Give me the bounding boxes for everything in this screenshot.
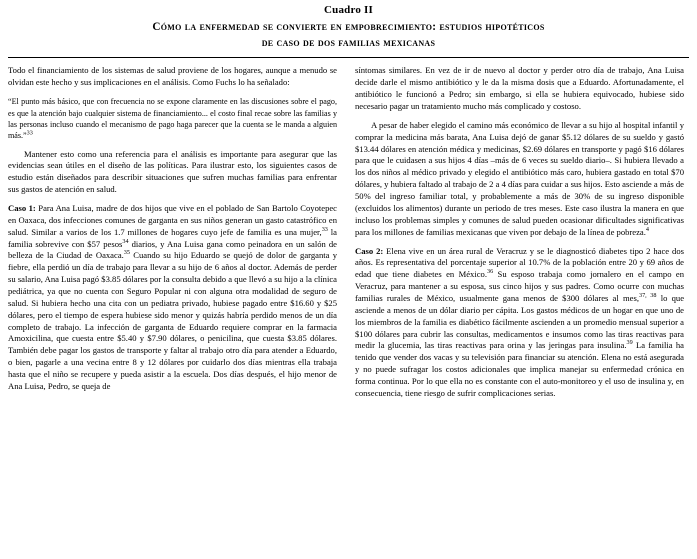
- case-2-paragraph: [355, 246, 684, 400]
- case-2-text-d: La familia ha tenido que vender dos vacas y su televisión para financiar su atención. Elena no está asegurada y no puede sufragar los costos adicionales que implica manejar su enfermedad crónica en forma continua. Por lo que ella no es constante con el auto-monitoreo y el uso de insulina y, en consecuencia, tiene riesgo de sufrir complicaciones serias.: [355, 340, 684, 398]
- case-2-label: Caso 2:: [355, 245, 384, 256]
- case-1-text-a: Para Ana Luisa, madre de dos hijos que vive en el poblado de San Bartolo Coyotepec en Oaxaca, dos infecciones comunes de garganta en sus niños generan un gasto catastrófico en salud. Similar a varios de los 1.7 millones de hogares cuyo jefe de familia es una mujer,: [8, 202, 337, 237]
- left-column: [8, 65, 337, 399]
- case-2-text-a: Elena vive en un área rural de Veracruz y se le diagnosticó diabetes tipo 2 hace dos años. Es representativa del porcentaje superior al 10.7% de la población entre 20 y 69 años de edad que tiene diabetes en México.: [355, 245, 684, 280]
- fuchs-quote-text: “El punto más básico, que con frecuencia no se expone claramente en las discusiones sobre el pago, es que la atención bajo cualquier sistema de financiamiento... el costo final recae sobre las familias y las personas incluso cuando el mecanismo de pago haga parecer que la cuenta se le manda a alguien más.”: [8, 97, 337, 141]
- footnote-marker: 34: [122, 237, 129, 245]
- case-1-text-b: la familia sobrevive con $57 pesos: [8, 226, 337, 249]
- footnote-marker: 4: [645, 225, 649, 233]
- box-title-line-2: de caso de dos familias mexicanas: [261, 37, 436, 50]
- case-1-paragraph: [8, 203, 337, 393]
- footnote-marker: 36: [486, 268, 494, 276]
- footnote-marker: 37, 38: [638, 292, 657, 300]
- case-1-label: Caso 1:: [8, 202, 36, 213]
- case-1-text-d: Cuando su hijo Eduardo se quejó de dolor de garganta y fiebre, ella perdió un día de trabajo para llevar a su hijo de 6 años al doctor. Además de perder su salario, Ana Luisa pagó $3.85 dólares por la consulta debido a que llevó a su hijo a la clínica pediátrica, ya que no cuenta con Seguro Popular ni con alguna otra modalidad de seguro de salud. Si hubiera hecho una cita con un pediatra privado, hubiese pagado entre $16.60 y $25 dólares, pero el tiempo de espera hubiese sido menor y quizás habría perdido menos de un día completo de trabajo. La infección de garganta de Eduardo requiere comprar en la farmacia Amoxicilina, que cuesta entre $5.40 y $7.90 dólares, o penicilina, que cuesta $3.85 dólares. También debe pagar los gastos de transporte y faltar al trabajo otro día para atender a Eduardo, o bien, pagarle a una vecina entre 8 y 12 dólares por cuidarlo dos días mientras ella trabaja hasta que el niño se recupere y pueda asistir a la escuela. Dos días después, el hijo menor de Ana Luisa, Pedro, se queja de: [8, 250, 337, 391]
- right-paragraph-1: síntomas similares. En vez de ir de nuevo al doctor y perder otro día de trabajo, Ana Luisa decide darle el mismo antibiótico y le da la misma dosis que a Eduardo. Afortunadamente, el antibiótico le funcionó a Pedro; sin embargo, si ella se hubiera equivocado, hubiese sido necesario pagar un tratamiento mucho más complicado y costoso.: [355, 65, 684, 112]
- footnote-marker: 33: [26, 129, 33, 137]
- footnote-marker: 35: [123, 249, 130, 257]
- horizontal-rule: [8, 57, 689, 58]
- right-paragraph-2: [355, 120, 684, 239]
- box-title-line-1: Cómo la enfermedad se convierte en empobrecimiento: estudios hipotéticos: [152, 21, 545, 33]
- case-2-text-b: Su esposo trabaja como jornalero en el campo en Veracruz, para mantener a su esposa, sus cinco hijos y sus padres. Como ocurre con muchas familias rurales de México, usualmente gana menos de $300 dólares al mes,: [355, 269, 684, 303]
- right-paragraph-2-text: A pesar de haber elegido el camino más económico de llevar a su hijo al hospital infantil y comprar la medicina más barata, Ana Luisa dejó de ganar $5.12 dólares de su sueldo y gastó $13.44 dólares en atención médica y medicinas, $2.69 dólares en transporte y pagó $16 dólares para que le cuidasen a sus hijos 4 días –más de 6 veces su sueldo diario–. Si hubiera llevado a los dos niños al médico privado y elegido el antibiótico más caro, hubiera gastado en total $70 dólares, y hubiera faltado al trabajo de 2 a 4 días para cuidar a sus hijos. Esto asciende a más de 50% del ingreso familiar total, y probablemente a más de 30% de su ingreso disponible (excluidos los alimentos) durante un periodo de tres meses. Este caso ilustra la manera en que incluso los problemas simples y comunes de salud pueden ocasionar dificultades significativas para los millones de familias mexicanas que viven por debajo de la línea de pobreza.: [355, 119, 684, 237]
- case-1-text-c: diarios, y Ana Luisa gana como peinadora en un salón de belleza de la Ciudad de Oaxaca.: [8, 238, 337, 261]
- two-column-body: [8, 65, 689, 406]
- left-paragraph-1: Todo el financiamiento de los sistemas de salud proviene de los hogares, aunque a menudo se olvidan este hecho y sus implicaciones en el análisis. Como Fuchs lo ha señalado:: [8, 65, 337, 88]
- left-paragraph-2: Mantener esto como una referencia para el análisis es importante para asegurar que las evidencias sean útiles en el diseño de las políticas. Para ilustrar esto, los siguientes casos de estudio están diseñados para describir situaciones que sufren muchas familias para enfrentar sus gastos de atención en salud.: [8, 148, 337, 195]
- box-number: Cuadro II: [324, 4, 373, 16]
- footnote-marker: 33: [321, 225, 328, 233]
- footnote-marker: 39: [626, 339, 633, 347]
- right-column: [355, 65, 684, 406]
- fuchs-quote: [8, 96, 337, 141]
- case-2-text-c: lo que asciende a menos de un dólar diario per cápita. Los gastos médicos de un hogar en que uno de los miembros de la familia es diabético fácilmente ascienden a un promedio mensual superior a $100 dólares para cubrir las consultas, medicamentos e insumos como las tiras reactivas para medir la glucemia, las tiras reactivas para orina y las jeringas para insulina.: [355, 292, 685, 351]
